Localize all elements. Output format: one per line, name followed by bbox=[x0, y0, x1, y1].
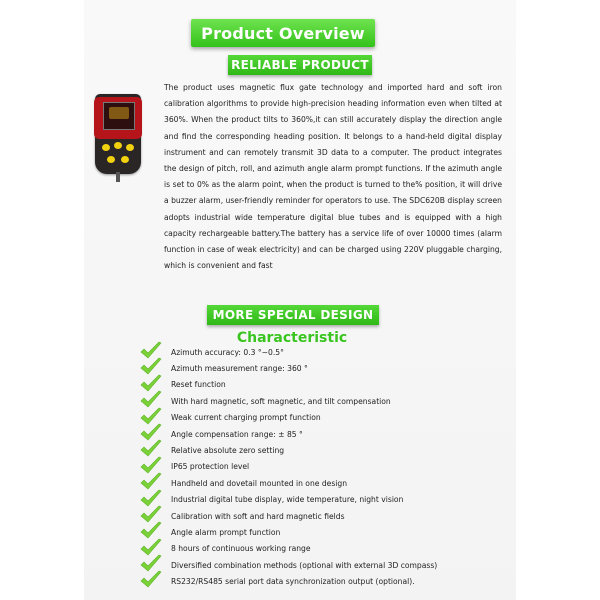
feature-text: Angle compensation range: ± 85 ° bbox=[171, 429, 303, 439]
reliable-product-ribbon bbox=[228, 55, 372, 75]
feature-item bbox=[140, 541, 510, 557]
feature-text: Industrial digital tube display, wide temperature, night vision bbox=[171, 495, 404, 505]
device-button bbox=[107, 156, 115, 163]
ribbon-label: RELIABLE PRODUCT bbox=[231, 58, 369, 72]
device-button bbox=[102, 144, 110, 151]
feature-item bbox=[140, 573, 510, 589]
feature-text: Azimuth measurement range: 360 ° bbox=[171, 364, 308, 374]
feature-text: Handheld and dovetail mounted in one design bbox=[171, 478, 348, 488]
device-screen-glow bbox=[109, 107, 129, 119]
feature-text: RS232/RS485 serial port data synchronization output (optional). bbox=[171, 577, 415, 587]
page-title: Product Overview bbox=[201, 23, 365, 43]
feature-item bbox=[140, 426, 510, 442]
feature-item bbox=[140, 475, 510, 491]
feature-text: Weak current charging prompt function bbox=[171, 413, 321, 423]
feature-item bbox=[140, 508, 510, 524]
feature-text: Reset function bbox=[171, 380, 226, 390]
feature-item bbox=[140, 492, 510, 508]
feature-item bbox=[140, 344, 510, 360]
feature-list bbox=[140, 344, 510, 590]
more-special-design-ribbon bbox=[207, 305, 379, 325]
overview-paragraph: The product uses magnetic flux gate technology and imported hard and soft iron calibration algorithms to provide high-precision heading information even when tilted at 360%. When the product tilts to 360%,it can still accurately display the direction angle and find the corresponding heading position. It belongs to a hand-held digital display instrument and can remotely transmit 3D data to a computer. The product integrates the design of pitch, roll, and azimuth angle alarm prompt functions. If the azimuth angle is set to 0% as the alarm point, when the product is turned to the% position, it will drive a buzzer alarm, user-friendly reminder for operators to use. The SDC620B display screen adopts industrial wide temperature digital blue tubes and is equipped with a high capacity rechargeable battery.The battery has a service life of over 10000 times (alarm function in case of weak electricity) and can be charged using 220V pluggable charging, which is convenient and fast bbox=[164, 83, 502, 271]
feature-text: IP65 protection level bbox=[171, 462, 250, 472]
check-icon bbox=[140, 570, 162, 590]
feature-item bbox=[140, 442, 510, 458]
section-heading: Characteristic bbox=[236, 330, 348, 346]
device-screen bbox=[103, 102, 135, 130]
device-button bbox=[114, 142, 122, 149]
feature-text: Azimuth accuracy: 0.3 °~0.5° bbox=[171, 347, 284, 357]
product-image bbox=[95, 94, 141, 182]
product-overview-banner bbox=[191, 19, 375, 47]
feature-text: With hard magnetic, soft magnetic, and tilt compensation bbox=[171, 396, 391, 406]
device-button bbox=[121, 156, 129, 163]
feature-item bbox=[140, 410, 510, 426]
feature-item bbox=[140, 557, 510, 573]
feature-item bbox=[140, 377, 510, 393]
feature-text: Diversified combination methods (optional with external 3D compass) bbox=[171, 560, 438, 570]
device-cable bbox=[116, 172, 120, 182]
feature-text: Calibration with soft and hard magnetic fields bbox=[171, 511, 345, 521]
feature-text: Angle alarm prompt function bbox=[171, 527, 281, 537]
feature-item bbox=[140, 393, 510, 409]
feature-item bbox=[140, 524, 510, 540]
feature-item bbox=[140, 360, 510, 376]
ribbon-label: MORE SPECIAL DESIGN bbox=[212, 308, 374, 322]
feature-text: 8 hours of continuous working range bbox=[171, 544, 311, 554]
feature-text: Relative absolute zero setting bbox=[171, 446, 285, 456]
device-button bbox=[126, 144, 134, 151]
feature-item bbox=[140, 459, 510, 475]
